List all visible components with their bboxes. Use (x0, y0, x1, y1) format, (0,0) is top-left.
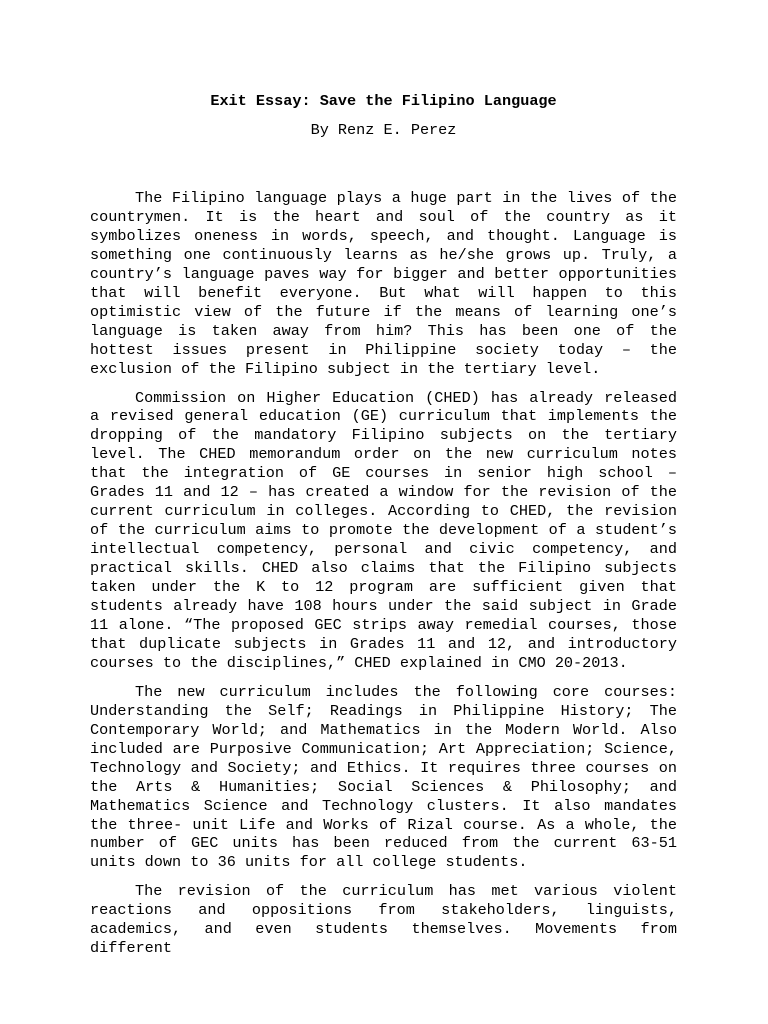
author-byline: By Renz E. Perez (310, 121, 457, 139)
document-page (90, 0, 677, 958)
paragraph-2: Commission on Higher Education (CHED) has already released a revised general education (GE) curriculum that implements the dropping of the mandatory Filipino subjects on the tertiary level. The CHED memorandum order on the new curriculum notes that the integration of GE courses in senior high school – Grades 11 and 12 – has created a window for the revision of the current curriculum in colleges. According to CHED, the revision of the curriculum aims to promote the development of a student’s intellectual competency, personal and civic competency, and practical skills. CHED also claims that the Filipino subjects taken under the K to 12 program are sufficient given that students already have 108 hours under the said subject in Grade 11 alone. “The proposed GEC strips away remedial courses, those that duplicate subjects in Grades 11 and 12, and introductory courses to the disciplines,” CHED explained in CMO 20-2013. (90, 388, 677, 672)
paragraph-4: The revision of the curriculum has met various violent reactions and oppositions from stakeholders, linguists, academics, and even students themselves. Movements from different (90, 882, 677, 958)
document-title: Exit Essay: Save the Filipino Language (210, 92, 557, 110)
paragraph-1: The Filipino language plays a huge part in the lives of the countrymen. It is the heart and soul of the country as it symbolizes oneness in words, speech, and thought. Language is something one continuously learns as he/she grows up. Truly, a country’s language paves way for bigger and better opportunities that will benefit everyone. But what will happen to this optimistic view of the future if the means of learning one’s language is taken away from him? This has been one of the hottest issues present in Philippine society today – the exclusion of the Filipino subject in the tertiary level. (90, 189, 677, 378)
paragraph-3: The new curriculum includes the following core courses: Understanding the Self; Readings in Philippine History; The Contemporary World; and Mathematics in the Modern World. Also included are Purposive Communication; Art Appreciation; Science, Technology and Society; and Ethics. It requires three courses on the Arts & Humanities; Social Sciences & Philosophy; and Mathematics Science and Technology clusters. It also mandates the three- unit Life and Works of Rizal course. As a whole, the number of GEC units has been reduced from the current 63-51 units down to 36 units for all college students. (90, 682, 677, 872)
